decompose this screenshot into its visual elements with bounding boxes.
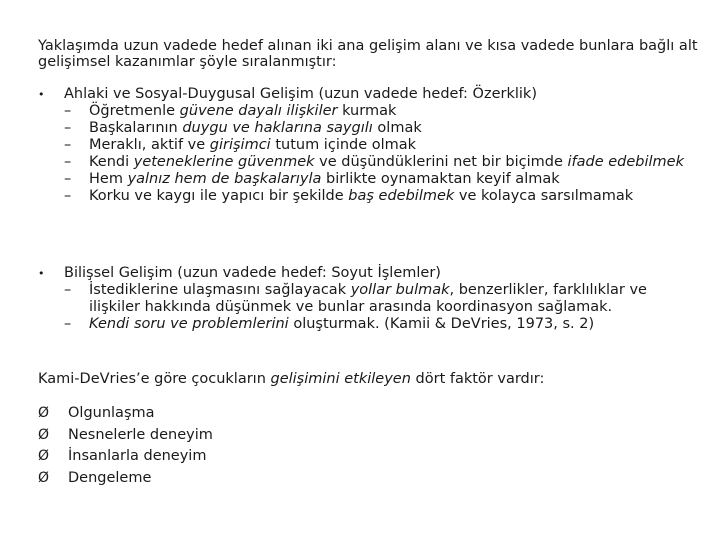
emphasis: yollar bulmak (350, 282, 450, 298)
list-item (38, 468, 213, 490)
list-item (64, 154, 684, 171)
list-item (64, 282, 698, 316)
text: tutum içinde olmak (270, 137, 417, 153)
list-item (64, 171, 684, 188)
emphasis: gelişimini etkileyen (270, 371, 411, 387)
dash-marker: – (64, 282, 72, 298)
text: ve kolayca sarsılmamak (454, 188, 634, 204)
kami-devries-sentence (38, 371, 544, 388)
arrow-bullet-icon: Ø (38, 469, 50, 486)
text: birlikte oynamaktan keyif almak (321, 171, 560, 187)
list-item (64, 316, 698, 333)
text: Kami-DeVries’e göre çocukların (38, 371, 271, 387)
arrow-bullet-icon: Ø (38, 405, 50, 421)
dash-marker: – (64, 316, 72, 332)
text: Kendi (89, 154, 134, 170)
emphasis: girişimci (209, 137, 271, 153)
list-item (38, 403, 213, 425)
sub-list (64, 103, 684, 205)
dash-marker: – (64, 154, 72, 170)
list-item (64, 188, 684, 205)
factors-list (38, 403, 213, 489)
emphasis: baş edebilmek (348, 188, 455, 204)
bullet-heading: Bilişsel Gelişim (uzun vadede hedef: Soyut İşlemler) (64, 265, 441, 281)
factor-label: İnsanlarla deneyim (68, 448, 207, 464)
emphasis: Kendi soru ve problemlerini (89, 316, 289, 332)
bullet-heading: Ahlaki ve Sosyal-Duygusal Gelişim (uzun vadede hedef: Özerklik) (64, 86, 537, 102)
factor-label: Olgunlaşma (68, 405, 155, 421)
emphasis: yalnız hem de başkalarıyla (127, 171, 322, 187)
text: Başkalarının (89, 120, 183, 136)
arrow-bullet-icon: Ø (38, 448, 50, 464)
factor-label: Nesnelerle deneyim (68, 426, 213, 443)
text: Hem (89, 171, 128, 187)
list-item (64, 120, 684, 137)
bullet-cognitive (38, 265, 698, 333)
text: İstediklerine ulaşmasını sağlayacak (89, 282, 351, 298)
dash-marker: – (64, 120, 72, 136)
sub-list (64, 282, 698, 333)
dash-marker: – (64, 188, 72, 204)
text: oluşturmak. (Kamii & DeVries, 1973, s. 2) (288, 316, 595, 332)
text: dört faktör vardır: (410, 371, 545, 387)
bullet-marker: • (38, 88, 45, 101)
text: kurmak (337, 103, 397, 119)
text: ve düşündüklerini net bir biçimde (314, 154, 568, 170)
emphasis: güvene dayalı ilişkiler (179, 103, 338, 119)
text: Öğretmenle (89, 103, 180, 119)
emphasis: yeteneklerine güvenmek (133, 154, 315, 170)
dash-marker: – (64, 171, 72, 187)
list-item (38, 446, 213, 468)
emphasis: ifade edebilmek (567, 154, 684, 170)
text: olmak (372, 120, 422, 136)
text: Meraklı, aktif ve (89, 137, 210, 153)
text: Korku ve kaygı ile yapıcı bir şekilde (89, 188, 349, 204)
dash-marker: – (64, 103, 72, 119)
arrow-bullet-icon: Ø (38, 426, 50, 443)
bullet-marker: • (38, 267, 45, 280)
list-item (64, 103, 684, 120)
factor-label: Dengeleme (68, 469, 152, 486)
list-item (38, 425, 213, 447)
intro-paragraph: Yaklaşımda uzun vadede hedef alınan iki ana gelişim alanı ve kısa vadede bunlara bağlı alt gelişimsel kazanımlar şöyle sıralanmıştır: (38, 38, 698, 70)
bullet-moral-social (38, 86, 698, 205)
text: , benzerlikler, farklılıklar ve ilişkiler hakkında düşünmek ve bunlar arasında koordinasyon sağlamak. (89, 282, 647, 315)
dash-marker: – (64, 137, 72, 153)
emphasis: duygu ve haklarına saygılı (182, 120, 373, 136)
list-item (64, 137, 684, 154)
